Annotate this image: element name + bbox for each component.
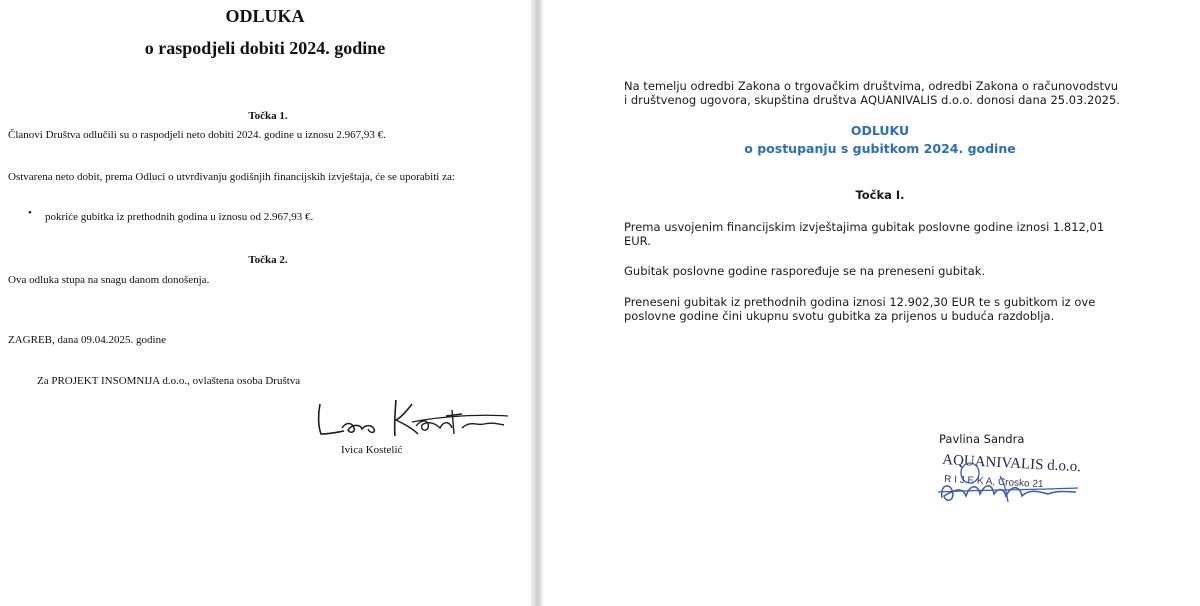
right-para1-line2: EUR. bbox=[624, 234, 651, 248]
left-signatory-label: Za PROJEKT INSOMNIJA d.o.o., ovlaštena osoba Društva bbox=[37, 375, 301, 387]
svg-text:R I J E K A, Crosko 21: R I J E K A, Crosko 21 bbox=[943, 474, 1044, 491]
page-divider bbox=[530, 0, 544, 606]
right-para3-line2: poslovne godine čini ukupnu svotu gubitka za prijenos u buduća razdoblja. bbox=[624, 309, 1055, 323]
left-doc-title: ODLUKA bbox=[225, 6, 305, 26]
left-point2-heading: Točka 2. bbox=[248, 254, 288, 266]
left-bullet-dot: • bbox=[28, 207, 32, 219]
right-intro-line1: Na temelju odredbi Zakona o trgovačkim društvima, odredbi Zakona o računovodstvu bbox=[624, 79, 1119, 93]
left-document-page bbox=[0, 0, 530, 606]
right-para3-line1: Preneseni gubitak iz prethodnih godina iznosi 12.902,30 EUR te s gubitkom iz ove bbox=[624, 295, 1096, 309]
right-para1-line1: Prema usvojenim financijskim izvještajima gubitak poslovne godine iznosi 1.812,01 bbox=[624, 220, 1105, 234]
right-doc-title: ODLUKU bbox=[850, 123, 910, 138]
left-signatory-name: Ivica Kostelić bbox=[341, 444, 403, 456]
svg-text:AQUANIVALIS d.o.o.: AQUANIVALIS d.o.o. bbox=[941, 452, 1082, 476]
right-point-heading: Točka I. bbox=[855, 188, 905, 202]
left-bullet-item: pokriće gubitka iz prethodnih godina u iznosu od 2.967,93 €. bbox=[45, 211, 314, 223]
right-signer-name: Pavlina Sandra bbox=[939, 432, 1025, 446]
company-stamp-signature bbox=[936, 446, 1086, 508]
left-doc-subtitle: o raspodjeli dobiti 2024. godine bbox=[144, 38, 386, 58]
left-point1-heading: Točka 1. bbox=[248, 110, 288, 122]
right-para2: Gubitak poslovne godine raspoređuje se na preneseni gubitak. bbox=[624, 264, 986, 278]
right-document-page bbox=[544, 0, 1200, 606]
left-place-date: ZAGREB, dana 09.04.2025. godine bbox=[8, 334, 166, 346]
right-doc-subtitle: o postupanju s gubitkom 2024. godine bbox=[744, 141, 1016, 156]
left-usage-text: Ostvarena neto dobit, prema Odluci o utvrđivanju godišnjih financijskih izvještaja, će se uporabiti za: bbox=[8, 171, 455, 183]
left-point1-text: Članovi Društva odlučili su o raspodjeli neto dobiti 2024. godine u iznosu 2.967,93 €. bbox=[8, 129, 386, 141]
handwritten-signature-left bbox=[312, 398, 512, 444]
left-point2-text: Ova odluka stupa na snagu danom donošenja. bbox=[8, 274, 210, 286]
right-intro-line2: i društvenog ugovora, skupština društva AQUANIVALIS d.o.o. donosi dana 25.03.2025. bbox=[624, 93, 1120, 107]
